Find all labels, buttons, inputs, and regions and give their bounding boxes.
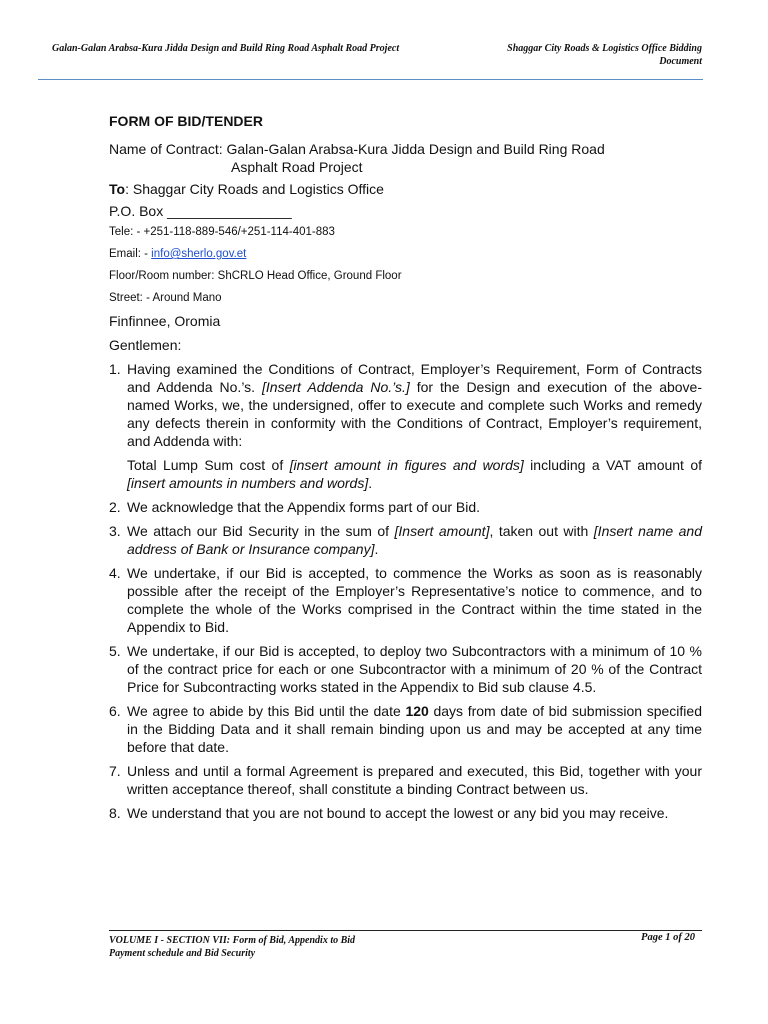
header-office-title bbox=[462, 42, 702, 68]
item-number: 4. bbox=[109, 565, 121, 581]
bid-clauses bbox=[109, 360, 702, 822]
list-item bbox=[109, 702, 702, 756]
floor-room: Floor/Room number: ShCRLO Head Office, Ground Floor bbox=[109, 270, 402, 282]
item-number: 5. bbox=[109, 643, 121, 659]
contract-name-line2: Asphalt Road Project bbox=[231, 159, 363, 175]
item-text: for the Design and execution of the above-named Works, we, the undersigned, offer to execute and complete such Works and remedy any defects therein in conformity with the Conditions of Contract, Employer’s requirement, and Addenda with: bbox=[127, 379, 703, 449]
street: Street: - Around Mano bbox=[109, 292, 222, 304]
list-item bbox=[109, 360, 702, 492]
item-number: 7. bbox=[109, 763, 121, 779]
item-number: 8. bbox=[109, 805, 121, 821]
header-project-title: Galan-Galan Arabsa-Kura Jidda Design and Build Ring Road Asphalt Road Project bbox=[52, 43, 400, 54]
item-number: 6. bbox=[109, 703, 121, 719]
item-placeholder: [Insert Addenda No.’s.] bbox=[262, 379, 410, 395]
addressee bbox=[109, 180, 702, 198]
contract-label: Name of Contract: bbox=[109, 141, 223, 157]
to-label: To bbox=[109, 181, 126, 197]
item-text: We acknowledge that the Appendix forms part of our Bid. bbox=[127, 499, 481, 515]
item-placeholder: [insert amount in figures and words] bbox=[289, 457, 524, 473]
footer-line1: VOLUME I - SECTION VII: Form of Bid, Appendix to Bid bbox=[109, 935, 356, 946]
list-item bbox=[109, 498, 702, 516]
item-placeholder: [insert amounts in numbers and words] bbox=[127, 475, 369, 491]
city: Finfinnee, Oromia bbox=[109, 313, 221, 329]
item-text: Having examined the Conditions of Contract, Employer’s Requirement, Form of Contracts and Addenda No.’s. bbox=[127, 361, 702, 395]
list-item bbox=[109, 642, 702, 696]
email-line bbox=[109, 246, 702, 262]
header-right-line2: Document bbox=[659, 56, 702, 67]
to-value: : Shaggar City Roads and Logistics Office bbox=[125, 181, 384, 197]
list-item bbox=[109, 804, 702, 822]
list-item bbox=[109, 762, 702, 798]
list-item bbox=[109, 564, 702, 636]
item-text: including a VAT amount of bbox=[523, 457, 702, 473]
header-right-line1: Shaggar City Roads & Logistics Office Bidding bbox=[507, 43, 702, 54]
lump-sum-line bbox=[127, 456, 702, 492]
item-placeholder: [Insert name and address of Bank or Insurance company] bbox=[127, 523, 702, 557]
contract-name bbox=[109, 140, 702, 176]
list-item bbox=[109, 522, 702, 558]
item-placeholder: [Insert amount] bbox=[394, 523, 490, 539]
telephone: Tele: - +251-118-889-546/+251-114-401-883 bbox=[109, 226, 335, 238]
email-link[interactable]: info@sherlo.gov.et bbox=[151, 248, 247, 260]
item-text: days from date of bid submission specified in the Bidding Data and it shall remain binding upon us and may be accepted at any time before that date. bbox=[127, 703, 702, 755]
po-box: P.O. Box ________________ bbox=[109, 203, 292, 219]
item-text: Unless and until a formal Agreement is prepared and executed, this Bid, together with your written acceptance thereof, shall constitute a binding Contract between us. bbox=[127, 763, 702, 797]
item-text: . bbox=[374, 541, 379, 557]
contract-name-line1: Galan-Galan Arabsa-Kura Jidda Design and Build Ring Road bbox=[226, 141, 605, 157]
item-text: We undertake, if our Bid is accepted, to deploy two Subcontractors with a minimum of 10 % of the contract price for each or one Subcontractor with a minimum of 20 % of the Contract Price for Subcontracting works stated in the Appendix to Bid sub clause 4.5. bbox=[127, 643, 702, 695]
item-text: Total Lump Sum cost of bbox=[127, 457, 290, 473]
item-number: 1. bbox=[109, 361, 121, 377]
email-label: Email: - bbox=[109, 248, 152, 260]
footer-line2: Payment schedule and Bid Security bbox=[109, 948, 256, 959]
header-divider bbox=[38, 79, 703, 80]
item-text: , taken out with bbox=[489, 523, 594, 539]
page-number: Page 1 of 20 bbox=[641, 932, 695, 943]
page-header bbox=[36, 42, 704, 80]
item-text: We undertake, if our Bid is accepted, to commence the Works as soon as is reasonably possible after the receipt of the Employer’s Representative’s notice to commence, and to complete the whole of the Works comprised in the Contract within the time stated in the Appendix to Bid. bbox=[127, 565, 702, 635]
item-text: We agree to abide by this Bid until the date bbox=[127, 703, 406, 719]
footer-section-title bbox=[109, 934, 529, 960]
document-body bbox=[109, 112, 702, 828]
item-text: We attach our Bid Security in the sum of bbox=[127, 523, 395, 539]
item-text: . bbox=[368, 475, 373, 491]
validity-days: 120 bbox=[405, 703, 429, 719]
item-text: We understand that you are not bound to accept the lowest or any bid you may receive. bbox=[127, 805, 669, 821]
item-number: 3. bbox=[109, 523, 121, 539]
salutation: Gentlemen: bbox=[109, 337, 182, 353]
item-number: 2. bbox=[109, 499, 121, 515]
form-title: FORM OF BID/TENDER bbox=[109, 113, 263, 129]
